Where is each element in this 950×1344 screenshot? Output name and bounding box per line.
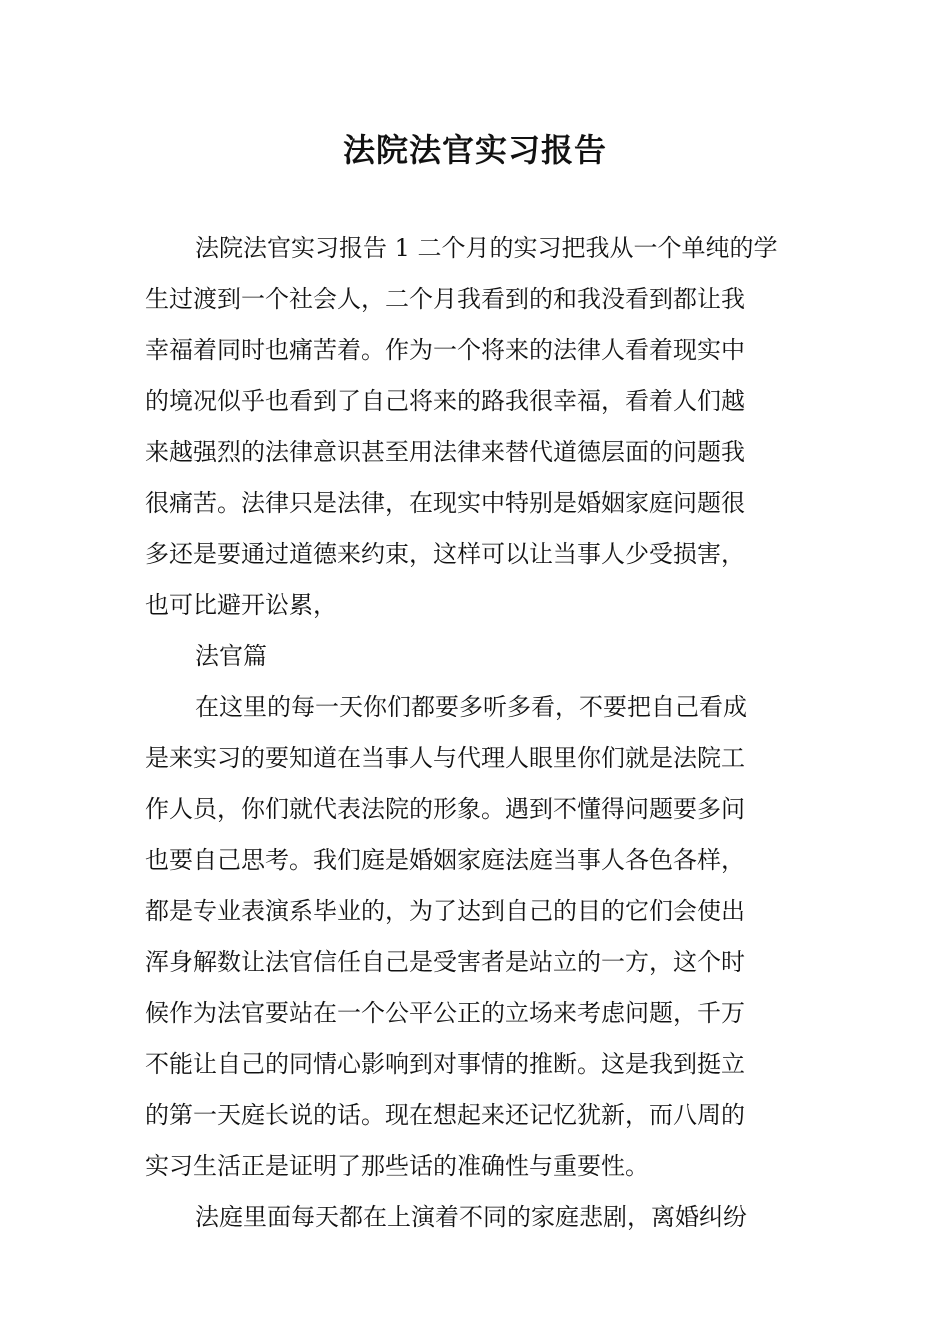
text-line: 多还是要通过道德来约束，这样可以让当事人少受损害， xyxy=(145,540,745,568)
text-line: 很痛苦。法律只是法律，在现实中特别是婚姻家庭问题很 xyxy=(145,489,745,517)
text-line: 的第一天庭长说的话。现在想起来还记忆犹新，而八周的 xyxy=(145,1101,745,1129)
text-line: 也要自己思考。我们庭是婚姻家庭法庭当事人各色各样， xyxy=(145,846,745,874)
text-line: 浑身解数让法官信任自己是受害者是站立的一方，这个时 xyxy=(145,948,745,976)
text-line: 幸福着同时也痛苦着。作为一个将来的法律人看着现实中 xyxy=(145,336,745,364)
text-line: 在这里的每一天你们都要多听多看，不要把自己看成 xyxy=(195,693,747,721)
document-title: 法院法官实习报告 xyxy=(342,131,607,169)
text-line: 也可比避开讼累， xyxy=(145,591,337,619)
document-body xyxy=(145,223,810,1243)
text-line: 的境况似乎也看到了自己将来的路我很幸福，看着人们越 xyxy=(145,387,745,415)
text-line: 作人员，你们就代表法院的形象。遇到不懂得问题要多问 xyxy=(145,795,745,823)
text-line: 是来实习的要知道在当事人与代理人眼里你们就是法院工 xyxy=(145,744,745,772)
text-line: 实习生活正是证明了那些话的准确性与重要性。 xyxy=(145,1152,649,1180)
text-line: 法庭里面每天都在上演着不同的家庭悲剧，离婚纠纷 xyxy=(195,1203,747,1231)
text-line: 都是专业表演系毕业的，为了达到自己的目的它们会使出 xyxy=(145,897,745,925)
text-line: 不能让自己的同情心影响到对事情的推断。这是我到挺立 xyxy=(145,1050,745,1078)
text-line: 来越强烈的法律意识甚至用法律来替代道德层面的问题我 xyxy=(145,438,745,466)
text-line: 法院法官实习报告 1 二个月的实习把我从一个单纯的学 xyxy=(195,234,778,262)
text-line: 法官篇 xyxy=(195,642,267,670)
text-line: 生过渡到一个社会人，二个月我看到的和我没看到都让我 xyxy=(145,285,745,313)
text-line: 候作为法官要站在一个公平公正的立场来考虑问题，千万 xyxy=(145,999,745,1027)
